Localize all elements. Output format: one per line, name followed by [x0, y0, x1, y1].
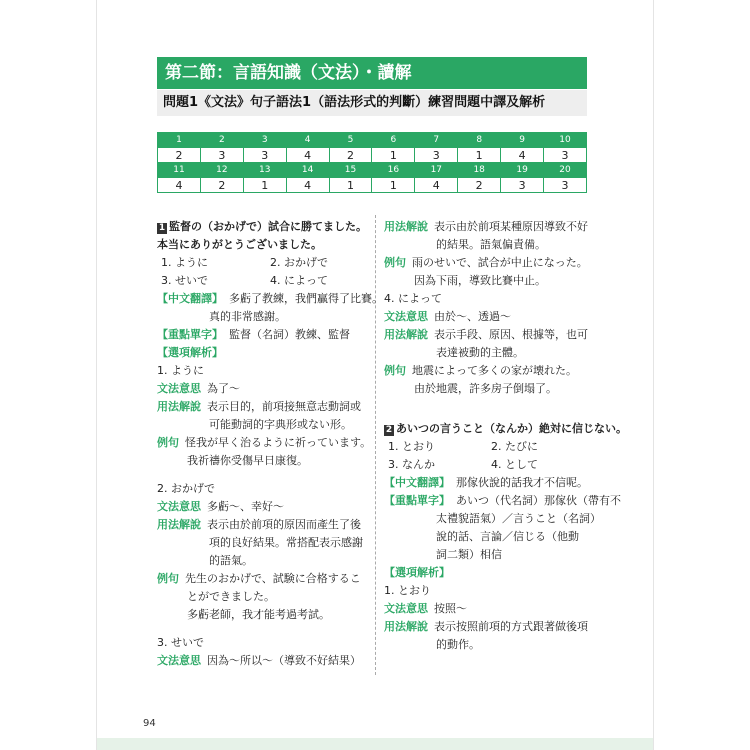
option-correct: 3. なんか [388, 458, 435, 471]
question-number-cell: 13 [243, 163, 286, 178]
example-line: とができました。 [187, 590, 275, 603]
right-column [384, 218, 627, 654]
option: 4. として [491, 458, 538, 471]
option-title: 2. おかげで [157, 482, 215, 495]
answer-cell: 4 [158, 178, 201, 193]
answer-cell: 3 [415, 148, 458, 163]
option: 1. とおり [388, 440, 435, 453]
question-number-cell: 4 [286, 133, 329, 148]
answer-cell: 2 [458, 178, 501, 193]
grammar-meaning: 文法意思 按照～ [384, 602, 467, 615]
question-number-cell: 9 [501, 133, 544, 148]
question-number-cell: 8 [458, 133, 501, 148]
question-number-row [158, 133, 587, 148]
translation: 【中文翻譯】 那傢伙說的話我才不信呢。 [384, 476, 588, 489]
option-title: 1. ように [157, 364, 204, 377]
options-row [157, 254, 379, 272]
usage-note: 用法解說 表示目的，前項接無意志動詞或 [157, 400, 361, 413]
option-title: 3. せいで [157, 636, 204, 649]
option-title: 1. とおり [384, 584, 431, 597]
question-number-cell: 7 [415, 133, 458, 148]
vocabulary-line: 詞二類）相信 [436, 548, 502, 561]
option: 2. たびに [491, 440, 538, 453]
answer-cell: 3 [243, 148, 286, 163]
question-number-row [158, 163, 587, 178]
translation-line: 真的非常感謝。 [209, 310, 286, 323]
usage-note-line: 的動作。 [436, 638, 480, 651]
usage-note-line: 的語氣。 [209, 554, 253, 567]
answer-row [158, 148, 587, 163]
usage-note-line: 可能動詞的字典形或ない形。 [209, 418, 352, 431]
analysis-heading: 【選項解析】 [384, 566, 450, 579]
book-page [97, 0, 653, 750]
answer-cell: 1 [329, 178, 372, 193]
question-number-cell: 18 [458, 163, 501, 178]
analysis-heading: 【選項解析】 [157, 346, 223, 359]
options-row [384, 438, 594, 456]
example: 例句 先生のおかげで、試験に合格するこ [157, 572, 361, 585]
answer-row [158, 178, 587, 193]
vocabulary: 【重點單字】 あいつ（代名詞）那傢伙（帶有不 [384, 494, 621, 507]
question-1: 1 監督の（おかげで）試合に勝てました。 [158, 220, 367, 233]
example-line: 因為下雨，導致比賽中止。 [414, 274, 546, 287]
example: 例句 雨のせいで、試合が中止になった。 [384, 256, 588, 269]
answer-cell: 2 [200, 178, 243, 193]
question-number-cell: 14 [286, 163, 329, 178]
option-title: 4. によって [384, 292, 442, 305]
answer-cell: 4 [286, 178, 329, 193]
section-subtitle: 問題1《文法》句子語法1（語法形式的判斷）練習問題中譯及解析 [157, 90, 587, 116]
usage-note: 用法解說 表示手段、原因、根據等，也可 [384, 328, 588, 341]
option: 3. せいで [161, 274, 208, 287]
answer-cell: 4 [501, 148, 544, 163]
example-line: 由於地震，許多房子倒塌了。 [414, 382, 557, 395]
option-correct: 2. おかげで [270, 256, 328, 269]
answer-cell: 1 [458, 148, 501, 163]
grammar-meaning: 文法意思 多虧～、幸好～ [157, 500, 284, 513]
answer-cell: 3 [544, 178, 587, 193]
page-number: 94 [143, 718, 156, 729]
grammar-meaning: 文法意思 因為～所以～（導致不好結果） [157, 654, 361, 667]
option: 1. ように [161, 256, 208, 269]
option: 4. によって [270, 274, 328, 287]
question-number-cell: 15 [329, 163, 372, 178]
vocabulary-line: 太禮貌語氣）／言うこと（名詞） [436, 512, 601, 525]
example: 例句 怪我が早く治るように祈っています。 [157, 436, 372, 449]
usage-note: 用法解說 表示由於前項的原因而產生了後 [157, 518, 361, 531]
question-number-cell: 20 [544, 163, 587, 178]
question-number-cell: 16 [372, 163, 415, 178]
question-number-cell: 3 [243, 133, 286, 148]
answer-cell: 2 [158, 148, 201, 163]
vocabulary: 【重點單字】 監督（名詞）教練、監督 [157, 328, 350, 341]
question-2: 2 あいつの言うこと（なんか）絶対に信じない。 [385, 422, 627, 435]
question-number-badge: 1 [158, 223, 166, 233]
answer-cell: 1 [243, 178, 286, 193]
options-row [384, 456, 594, 474]
usage-note-line: 項的良好結果。常搭配表示感謝 [209, 536, 363, 549]
usage-note-line: 表達被動的主體。 [436, 346, 524, 359]
question-number-cell: 5 [329, 133, 372, 148]
answer-cell: 3 [501, 178, 544, 193]
footer-band [97, 738, 653, 750]
answer-cell: 4 [415, 178, 458, 193]
answer-cell: 3 [544, 148, 587, 163]
usage-note-line: 的結果。語氣偏責備。 [436, 238, 546, 251]
left-column [157, 218, 383, 670]
question-number-cell: 12 [200, 163, 243, 178]
answer-cell: 1 [372, 178, 415, 193]
answer-cell: 2 [329, 148, 372, 163]
question-number-cell: 6 [372, 133, 415, 148]
answer-cell: 4 [286, 148, 329, 163]
question-number-cell: 19 [501, 163, 544, 178]
question-number-badge: 2 [385, 425, 393, 435]
example-line: 多虧老師，我才能考過考試。 [187, 608, 330, 621]
example-line: 我祈禱你受傷早日康復。 [187, 454, 308, 467]
usage-note: 用法解說 表示由於前項某種原因導致不好 [384, 220, 588, 233]
answer-table [157, 132, 587, 193]
question-number-cell: 2 [200, 133, 243, 148]
grammar-meaning: 文法意思 由於～、透過～ [384, 310, 511, 323]
question-number-cell: 17 [415, 163, 458, 178]
question-number-cell: 10 [544, 133, 587, 148]
answer-cell: 1 [372, 148, 415, 163]
translation: 【中文翻譯】 多虧了教練，我們贏得了比賽。 [157, 292, 383, 305]
answer-cell: 3 [200, 148, 243, 163]
usage-note: 用法解說 表示按照前項的方式跟著做後項 [384, 620, 588, 633]
question-1-line2: 本当にありがとうございました。 [157, 238, 322, 251]
grammar-meaning: 文法意思 為了～ [157, 382, 240, 395]
vocabulary-line: 說的話、言論／信じる（他動 [436, 530, 579, 543]
options-row [157, 272, 379, 290]
section-title: 第二節：言語知識（文法）・讀解 [157, 57, 587, 89]
question-number-cell: 1 [158, 133, 201, 148]
question-number-cell: 11 [158, 163, 201, 178]
example: 例句 地震によって多くの家が壊れた。 [384, 364, 577, 377]
